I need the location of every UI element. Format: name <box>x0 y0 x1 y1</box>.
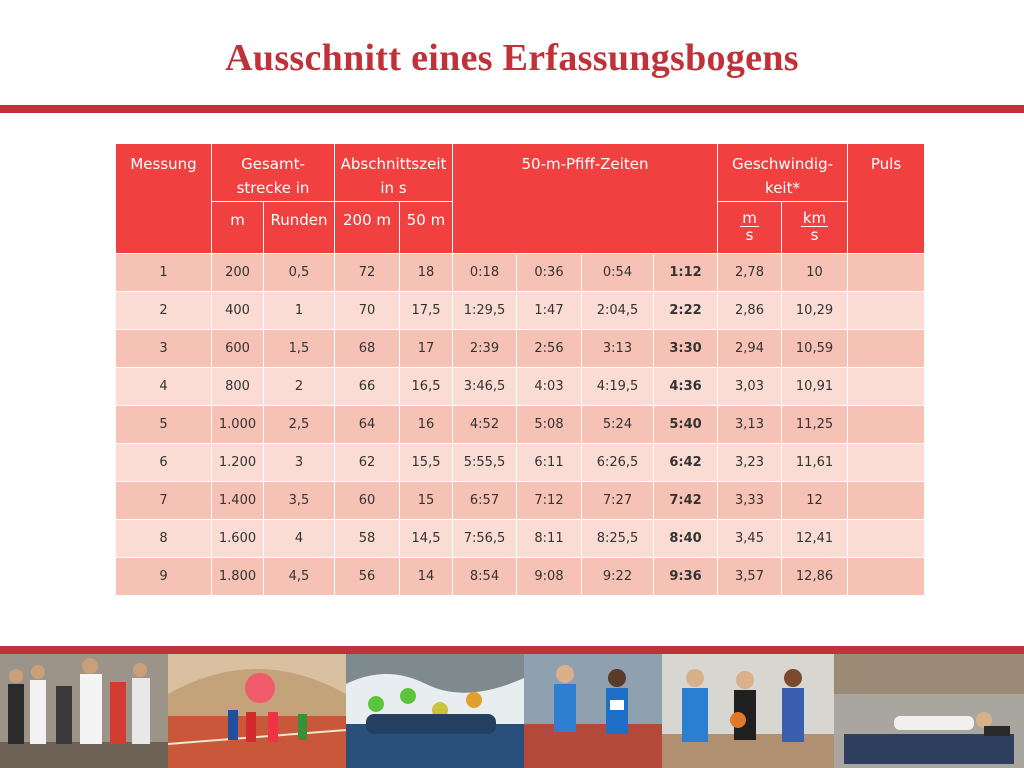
header-m-per-s <box>718 202 782 254</box>
fraction-km-s: $\frac{km}{s}$ <box>802 209 827 244</box>
table-row <box>116 368 925 406</box>
table-row <box>116 520 925 558</box>
cell-messung: 1 <box>116 254 212 292</box>
cell-t200: 58 <box>335 520 400 558</box>
cell-p4: 1:12 <box>654 254 718 292</box>
cell-messung: 7 <box>116 482 212 520</box>
cell-messung: 6 <box>116 444 212 482</box>
cell-kms: 12 <box>782 482 848 520</box>
cell-p1: 3:46,5 <box>453 368 517 406</box>
cell-t200: 70 <box>335 292 400 330</box>
header-row <box>116 144 925 202</box>
table-row <box>116 330 925 368</box>
cell-p3: 2:04,5 <box>582 292 654 330</box>
cell-runden: 1,5 <box>264 330 335 368</box>
cell-p1: 0:18 <box>453 254 517 292</box>
cell-t50: 14 <box>400 558 453 596</box>
header-messung: Messung <box>116 144 212 254</box>
cell-p2: 6:11 <box>517 444 582 482</box>
data-table <box>115 143 925 596</box>
cell-p2: 9:08 <box>517 558 582 596</box>
header-200m: 200 m <box>335 202 400 254</box>
cell-t50: 15,5 <box>400 444 453 482</box>
table-body <box>116 254 925 596</box>
cell-p3: 3:13 <box>582 330 654 368</box>
cell-runden: 4 <box>264 520 335 558</box>
cell-kms: 12,41 <box>782 520 848 558</box>
table-row <box>116 444 925 482</box>
cell-messung: 9 <box>116 558 212 596</box>
cell-p1: 5:55,5 <box>453 444 517 482</box>
cell-m: 1.200 <box>212 444 264 482</box>
page-title: Ausschnitt eines Erfassungsbogens <box>225 37 799 79</box>
fraction-m-s: $\frac{m}{s}$ <box>742 209 757 244</box>
cell-puls <box>848 330 925 368</box>
header-km-per-s <box>782 202 848 254</box>
cell-puls <box>848 406 925 444</box>
table-row <box>116 292 925 330</box>
cell-t50: 14,5 <box>400 520 453 558</box>
cell-p3: 7:27 <box>582 482 654 520</box>
cell-ms: 3,45 <box>718 520 782 558</box>
cell-m: 1.400 <box>212 482 264 520</box>
cell-messung: 4 <box>116 368 212 406</box>
cell-p4: 7:42 <box>654 482 718 520</box>
header-gesamtstrecke <box>212 144 335 202</box>
cell-p1: 8:54 <box>453 558 517 596</box>
header-geschw-line2: keit* <box>765 179 800 197</box>
cell-p4: 4:36 <box>654 368 718 406</box>
header-puls: Puls <box>848 144 925 254</box>
cell-runden: 3 <box>264 444 335 482</box>
cell-p2: 5:08 <box>517 406 582 444</box>
cell-p3: 4:19,5 <box>582 368 654 406</box>
cell-ms: 3,57 <box>718 558 782 596</box>
cell-messung: 8 <box>116 520 212 558</box>
cell-p3: 9:22 <box>582 558 654 596</box>
header-geschwindigkeit <box>718 144 848 202</box>
cell-puls <box>848 558 925 596</box>
photo-gym-mat <box>834 654 1024 768</box>
cell-ms: 2,78 <box>718 254 782 292</box>
cell-t50: 17,5 <box>400 292 453 330</box>
cell-m: 800 <box>212 368 264 406</box>
cell-t200: 72 <box>335 254 400 292</box>
header-gesamt-line2: strecke in <box>236 179 310 197</box>
cell-p1: 4:52 <box>453 406 517 444</box>
cell-p4: 9:36 <box>654 558 718 596</box>
cell-kms: 11,61 <box>782 444 848 482</box>
cell-t200: 64 <box>335 406 400 444</box>
cell-t50: 18 <box>400 254 453 292</box>
cell-m: 600 <box>212 330 264 368</box>
header-geschw-line1: Geschwindig- <box>732 155 834 173</box>
cell-runden: 3,5 <box>264 482 335 520</box>
cell-kms: 10,91 <box>782 368 848 406</box>
cell-m: 200 <box>212 254 264 292</box>
table-row <box>116 254 925 292</box>
photo-strip <box>0 654 1024 768</box>
cell-m: 1.800 <box>212 558 264 596</box>
table-row <box>116 406 925 444</box>
cell-puls <box>848 292 925 330</box>
header-abschnittszeit <box>335 144 453 202</box>
cell-messung: 3 <box>116 330 212 368</box>
cell-p1: 1:29,5 <box>453 292 517 330</box>
cell-t200: 66 <box>335 368 400 406</box>
table-row <box>116 482 925 520</box>
cell-ms: 3,03 <box>718 368 782 406</box>
cell-p2: 0:36 <box>517 254 582 292</box>
cell-p2: 2:56 <box>517 330 582 368</box>
cell-t200: 56 <box>335 558 400 596</box>
header-gesamt-line1: Gesamt- <box>241 155 305 173</box>
header-runden: Runden <box>264 202 335 254</box>
table-row <box>116 558 925 596</box>
photo-rafting <box>346 654 524 768</box>
cell-kms: 11,25 <box>782 406 848 444</box>
cell-p3: 6:26,5 <box>582 444 654 482</box>
cell-t200: 60 <box>335 482 400 520</box>
cell-p4: 3:30 <box>654 330 718 368</box>
cell-runden: 4,5 <box>264 558 335 596</box>
cell-t50: 16,5 <box>400 368 453 406</box>
cell-ms: 3,13 <box>718 406 782 444</box>
cell-ms: 3,23 <box>718 444 782 482</box>
header-pfiff-zeiten: 50-m-Pfiff-Zeiten <box>453 144 718 254</box>
cell-messung: 2 <box>116 292 212 330</box>
cell-t50: 15 <box>400 482 453 520</box>
cell-kms: 10,59 <box>782 330 848 368</box>
cell-kms: 12,86 <box>782 558 848 596</box>
cell-p2: 8:11 <box>517 520 582 558</box>
cell-p2: 7:12 <box>517 482 582 520</box>
header-m: m <box>212 202 264 254</box>
cell-p3: 0:54 <box>582 254 654 292</box>
photo-basketball <box>662 654 834 768</box>
header-abschnitt-line1: Abschnittszeit <box>340 155 447 173</box>
cell-t200: 62 <box>335 444 400 482</box>
cell-p3: 8:25,5 <box>582 520 654 558</box>
cell-m: 1.600 <box>212 520 264 558</box>
cell-runden: 2 <box>264 368 335 406</box>
cell-puls <box>848 444 925 482</box>
title-divider <box>0 105 1024 113</box>
cell-puls <box>848 368 925 406</box>
cell-runden: 2,5 <box>264 406 335 444</box>
cell-p4: 5:40 <box>654 406 718 444</box>
photo-gym-ball <box>168 654 346 768</box>
header-abschnitt-line2: in s <box>380 179 407 197</box>
cell-p1: 7:56,5 <box>453 520 517 558</box>
cell-ms: 2,94 <box>718 330 782 368</box>
header-50m: 50 m <box>400 202 453 254</box>
cell-p1: 2:39 <box>453 330 517 368</box>
cell-p4: 6:42 <box>654 444 718 482</box>
cell-p4: 8:40 <box>654 520 718 558</box>
bottom-divider <box>0 646 1024 654</box>
cell-ms: 2,86 <box>718 292 782 330</box>
photo-track-runners <box>524 654 662 768</box>
cell-puls <box>848 520 925 558</box>
cell-m: 400 <box>212 292 264 330</box>
cell-p4: 2:22 <box>654 292 718 330</box>
cell-t50: 17 <box>400 330 453 368</box>
cell-p1: 6:57 <box>453 482 517 520</box>
cell-p2: 4:03 <box>517 368 582 406</box>
cell-messung: 5 <box>116 406 212 444</box>
cell-kms: 10,29 <box>782 292 848 330</box>
cell-puls <box>848 482 925 520</box>
cell-t200: 68 <box>335 330 400 368</box>
cell-t50: 16 <box>400 406 453 444</box>
cell-p3: 5:24 <box>582 406 654 444</box>
cell-runden: 0,5 <box>264 254 335 292</box>
cell-runden: 1 <box>264 292 335 330</box>
photo-hall-group <box>0 654 168 768</box>
cell-puls <box>848 254 925 292</box>
cell-p2: 1:47 <box>517 292 582 330</box>
cell-ms: 3,33 <box>718 482 782 520</box>
cell-kms: 10 <box>782 254 848 292</box>
cell-m: 1.000 <box>212 406 264 444</box>
